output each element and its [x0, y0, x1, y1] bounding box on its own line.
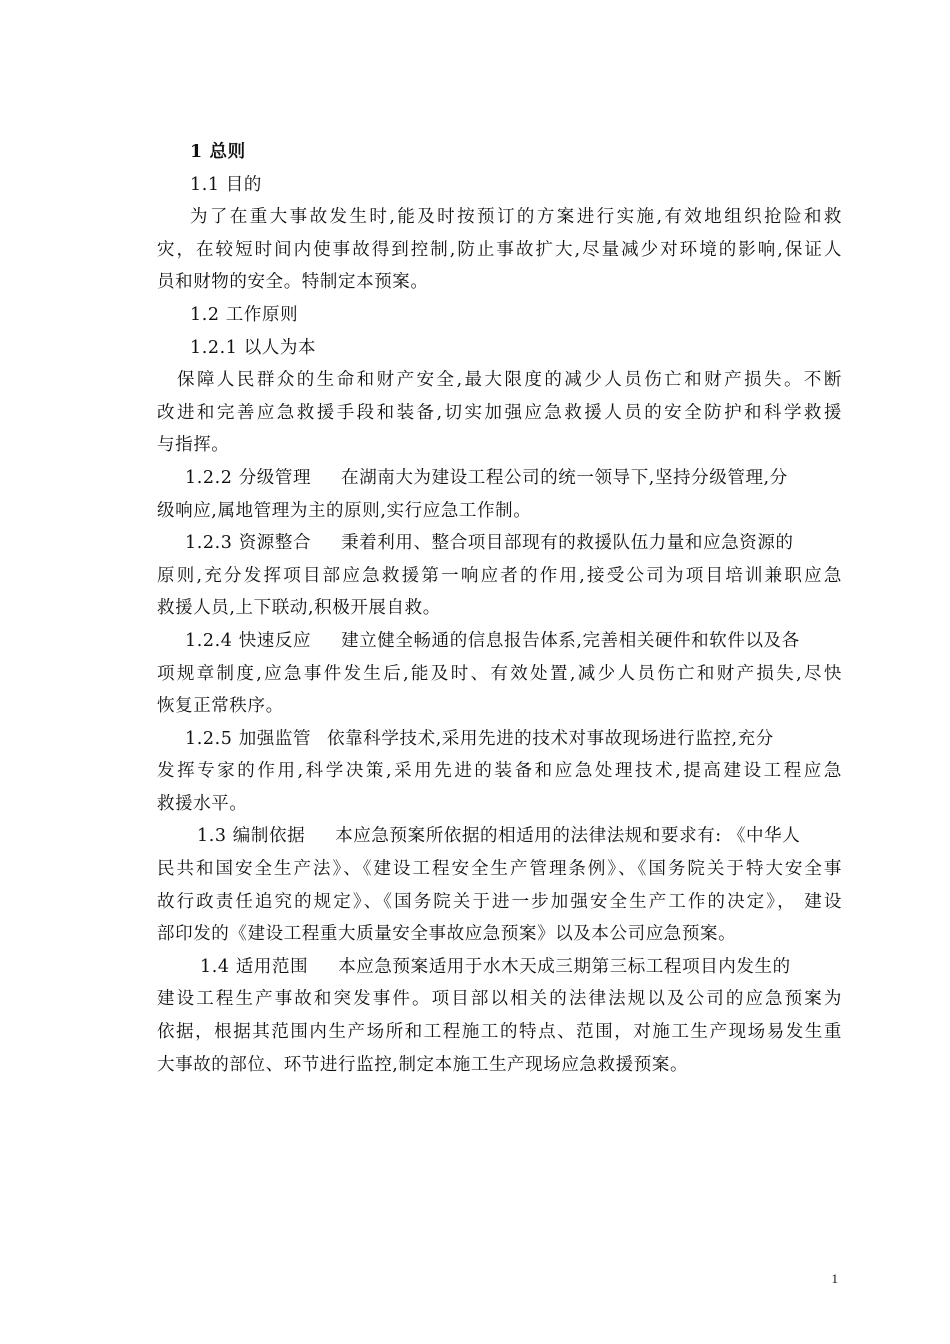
subsection-title-purpose: 1.1 目的 [190, 174, 262, 195]
paragraph-line: 民共和国安全生产法》、《建设工程安全生产管理条例》、《国务院关于特大安全事 [157, 859, 842, 880]
paragraph-line: 为了在重大事故发生时,能及时按预订的方案进行实施,有效地组织抢险和救 [190, 207, 842, 228]
paragraph-line: 恢复正常秩序。 [157, 696, 284, 717]
paragraph-line: 故行政责任追究的规定》、《国务院关于进一步加强安全生产工作的决定》， 建设 [157, 891, 842, 912]
document-body [157, 136, 842, 1081]
paragraph-line: 部印发的《建设工程重大质量安全事故应急预案》以及本公司应急预案。 [157, 924, 737, 945]
paragraph-line: 灾，在较短时间内使事故得到控制,防止事故扩大,尽量减少对环境的影响,保证人 [157, 239, 842, 260]
clause-text: 依靠科学技术,采用先进的技术对事故现场进行监控,充分 [327, 728, 774, 749]
paragraph-line: 保障人民群众的生命和财产安全,最大限度的减少人员伤亡和财产损失。不断 [177, 370, 842, 391]
page-number: 1 [831, 1271, 838, 1286]
clause-text: 本应急预案所依据的相适用的法律法规和要求有: 《中华人 [335, 826, 801, 847]
clause-graded-management [157, 462, 842, 527]
paragraph-line [157, 527, 842, 560]
paragraph-line [157, 625, 842, 658]
paragraph-line: 大事故的部位、环节进行监控,制定本施工生产现场应急救援预案。 [157, 1054, 689, 1075]
clause-text: 本应急预案适用于水木天成三期第三标工程项目内发生的 [338, 956, 791, 977]
paragraph-line: 员和财物的安全。特制定本预案。 [157, 272, 429, 293]
clause-text: 建立健全畅通的信息报告体系,完善相关硬件和软件以及各 [341, 630, 800, 651]
paragraph-line: 依据，根据其范围内生产场所和工程施工的特点、范围，对施工生产现场易发生重 [157, 1022, 842, 1043]
clause-title: 1.2.3 资源整合 [185, 533, 312, 554]
paragraph-line: 级响应,属地管理为主的原则,实行应急工作制。 [157, 500, 532, 521]
clause-strengthen-supervision [157, 723, 842, 821]
paragraph-line [157, 820, 842, 853]
clause-text: 在湖南大为建设工程公司的统一领导下,坚持分级管理,分 [341, 467, 788, 488]
clause-title: 1.2.2 分级管理 [185, 467, 312, 488]
subsection-title-principles: 1.2 工作原则 [190, 304, 299, 325]
clause-scope [157, 951, 842, 1081]
clause-text: 秉着利用、整合项目部现有的救援队伍力量和应急资源的 [341, 533, 794, 554]
clause-compilation-basis [157, 820, 842, 950]
paragraph-line: 改进和完善应急救援手段和装备,切实加强应急救援人员的安全防护和科学救援 [157, 402, 842, 423]
paragraph-line [157, 462, 842, 495]
clause-title-people-first: 1.2.1 以人为本 [190, 337, 317, 358]
paragraph-line: 原则,充分发挥项目部应急救援第一响应者的作用,接受公司为项目培训兼职应急 [157, 565, 842, 586]
paragraph-line [157, 723, 842, 756]
clause-title: 1.2.4 快速反应 [185, 630, 312, 651]
paragraph-line: 救援人员,上下联动,积极开展自救。 [157, 598, 441, 619]
paragraph-line: 建设工程生产事故和突发事件。项目部以相关的法律法规以及公司的应急预案为 [157, 989, 842, 1010]
paragraph-line: 救援水平。 [157, 793, 248, 814]
clause-resource-integration [157, 527, 842, 625]
paragraph-line: 与指挥。 [157, 435, 230, 456]
paragraph-line [157, 951, 842, 984]
section-heading: 1 总则 [190, 142, 246, 162]
clause-rapid-response [157, 625, 842, 723]
paragraph-line: 项规章制度,应急事件发生后,能及时、有效处置,减少人员伤亡和财产损失,尽快 [157, 663, 842, 684]
clause-title: 1.3 编制依据 [197, 826, 306, 847]
clause-title: 1.4 适用范围 [200, 956, 309, 977]
clause-title: 1.2.5 加强监管 [185, 728, 312, 749]
paragraph-purpose [157, 201, 842, 299]
paragraph-people-first [157, 364, 842, 462]
paragraph-line: 发挥专家的作用,科学决策,采用先进的装备和应急处理技术,提高建设工程应急 [157, 761, 842, 782]
